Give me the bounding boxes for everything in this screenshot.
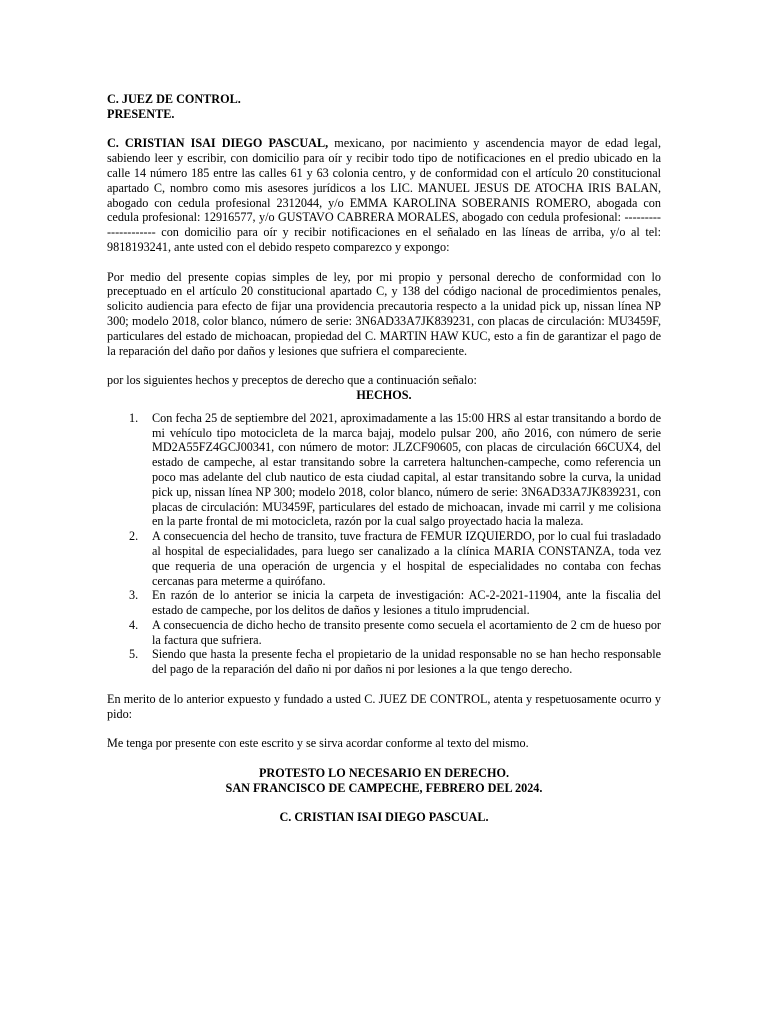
signature-name: C. CRISTIAN ISAI DIEGO PASCUAL. bbox=[279, 810, 489, 825]
item-number: 2. bbox=[129, 529, 139, 544]
list-item bbox=[107, 618, 661, 648]
presente-line: PRESENTE. bbox=[107, 106, 175, 121]
item-text: Siendo que hasta la presente fecha el propietario de la unidad responsable no se han hecho responsable del pago de la reparación del daño ni por daños ni por lesiones a la que tengo derecho. bbox=[152, 647, 661, 677]
list-item bbox=[107, 588, 661, 618]
intro-text: mexicano, por nacimiento y ascendencia mayor de edad legal, sabiendo leer y escribir, con domicilio para oír y recibir todo tipo de notificaciones en el predio ubicado en la calle 14 número 185 entre las calles 61 y 63 colonia centro, y de conformidad con el artículo 20 constitucional apartado C, nombro como mis asesores jurídicos a los LIC. MANUEL JESUS DE ATOCHA IRIS BALAN, abogado con cedula profesional 2312044, y/o EMMA KAROLINA SOBERANIS ROMERO, abogada con cedula profesional: 12916577, y/o GUSTAVO CABRERA MORALES, abogado con cedula profesional: --------------------- con domicilio para oír y recibir notificaciones en el señalado en las líneas de arriba, y/o al tel: 9818193241, ante usted con el debido respeto comparezco y expongo: bbox=[107, 136, 661, 254]
item-number: 5. bbox=[129, 647, 139, 662]
protest-line: PROTESTO LO NECESARIO EN DERECHO. bbox=[258, 765, 509, 780]
item-number: 1. bbox=[129, 410, 139, 425]
hechos-list bbox=[107, 411, 661, 677]
hechos-intro: por los siguientes hechos y preceptos de derecho que a continuación señalo: bbox=[107, 373, 477, 388]
item-text: A consecuencia de dicho hecho de transito presente como secuela el acortamiento de 2 cm de hueso por la factura que sufriera. bbox=[152, 617, 661, 647]
hechos-title: HECHOS. bbox=[356, 387, 412, 402]
item-number: 3. bbox=[129, 588, 139, 603]
item-text: Con fecha 25 de septiembre del 2021, aproximadamente a las 15:00 HRS al estar transitando a bordo de mi vehículo tipo motocicleta de la marca bajaj, modelo pulsar 200, año 2016, con número de serie MD2A55FZ4GCJ00341, con número de motor: JLZCF90605, con placas de circulación 66CUX4, del estado de campeche, al estar transitando sobre la carretera haltunchen-campeche, como referencia un poco mas adelante del club nautico de esta ciudad capital, al estar transitando sobre la curva, la unidad pick up, nissan línea NP 300; modelo 2018, color blanco, número de serie: 3N6AD33A7JK839231, con placas de circulación: MU3459F, particulares del estado de michoacan, invade mi carril y me colisiona en la parte frontal de mi motocicleta, razón por la cual salgo proyectado hacia la maleza. bbox=[152, 410, 661, 529]
item-number: 4. bbox=[129, 617, 139, 632]
document-page bbox=[107, 92, 661, 825]
addressee: C. JUEZ DE CONTROL. bbox=[107, 92, 241, 106]
list-item bbox=[107, 647, 661, 677]
item-text: A consecuencia del hecho de transito, tuve fractura de FEMUR IZQUIERDO, por lo cual fui trasladado al hospital de especialidades, para luego ser canalizado a la clínica MARIA CONSTANZA, toda vez que requeria de una operación de urgencia y el hospital de especialidades no contaba con fechas cercanas para meterme a quirófano. bbox=[152, 529, 661, 588]
item-text: En razón de lo anterior se inicia la carpeta de investigación: AC-2-2021-11904, ante la fiscalia del estado de campeche, por los delitos de daños y lesiones a titulo imprudencial. bbox=[152, 588, 661, 618]
place-date-line: SAN FRANCISCO DE CAMPECHE, FEBRERO DEL 2024. bbox=[225, 780, 543, 795]
intro-paragraph bbox=[107, 136, 661, 254]
final-request: Me tenga por presente con este escrito y se sirva acordar conforme al texto del mismo. bbox=[107, 736, 529, 751]
list-item bbox=[107, 411, 661, 529]
petition-paragraph: En merito de lo anterior expuesto y fundado a usted C. JUEZ DE CONTROL, atenta y respetuosamente ocurro y pido: bbox=[107, 691, 661, 721]
petitioner-name: C. CRISTIAN ISAI DIEGO PASCUAL, bbox=[107, 136, 329, 151]
list-item bbox=[107, 529, 661, 588]
request-paragraph: Por medio del presente copias simples de ley, por mi propio y personal derecho de conformidad con lo preceptuado en el artículo 20 constitucional apartado C, y 138 del código nacional de procedimientos penales, solicito audiencia para efecto de fijar una providencia precautoria respecto a la unidad pick up, nissan línea NP 300; modelo 2018, color blanco, número de serie: 3N6AD33A7JK839231, con placas de circulación: MU3459F, particulares del estado de michoacan, propiedad del C. MARTIN HAW KUC, esto a fin de garantizar el pago de la reparación del daño por daños y lesiones que sufriera el compareciente. bbox=[107, 269, 661, 358]
